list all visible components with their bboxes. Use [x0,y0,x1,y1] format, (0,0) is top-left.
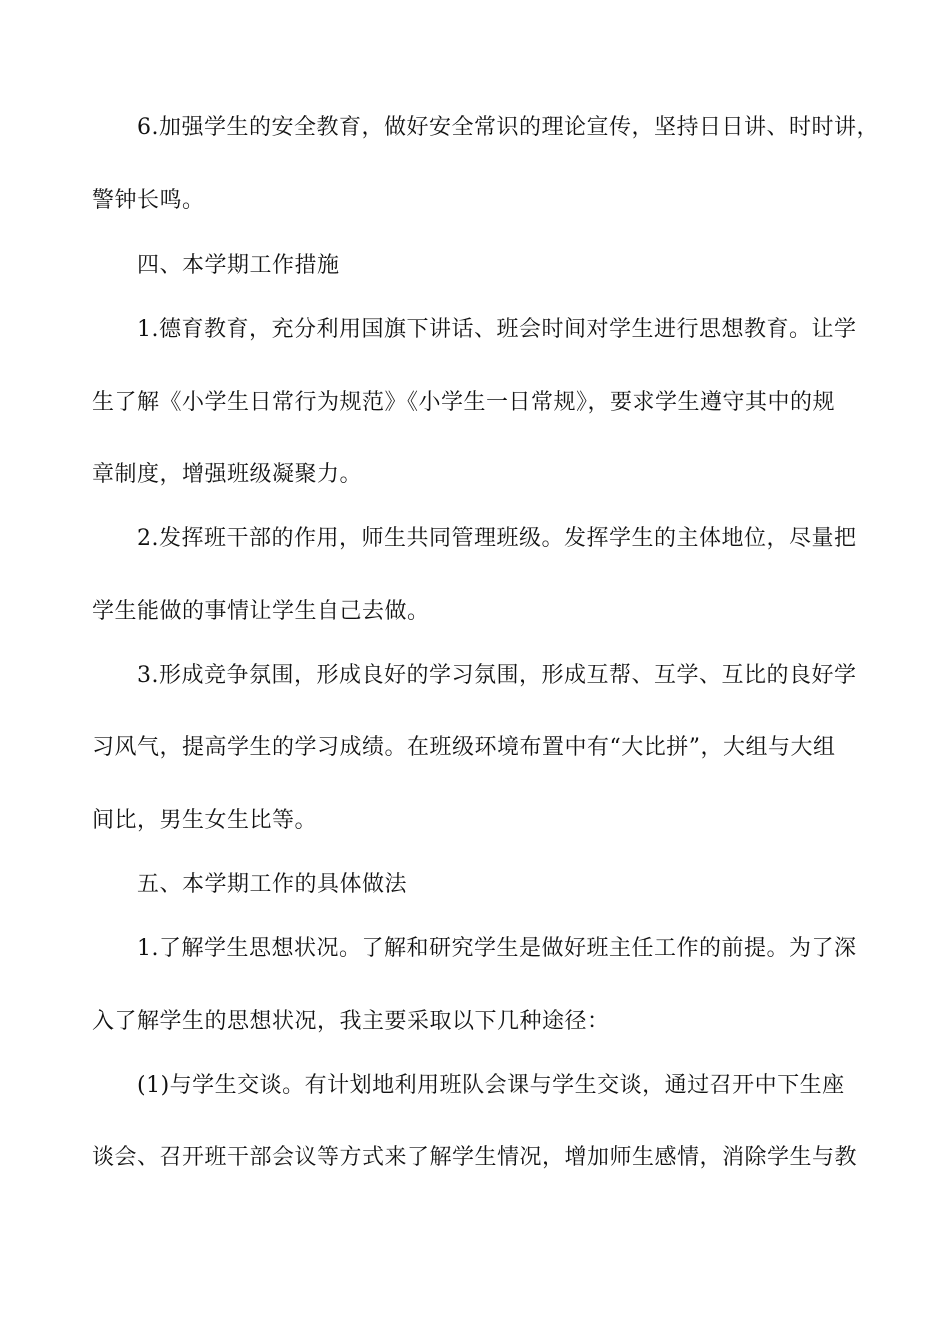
method-1-line-1: 1.了解学生思想状况。了解和研究学生是做好班主任工作的前提。为了深 [137,936,857,961]
paragraph-6-line-2: 警钟长鸣。 [92,188,205,213]
item-3-line-2: 习风气，提高学生的学习成绩。在班级环境布置中有“大比拼”，大组与大组 [92,735,836,760]
paragraph-6-line-1: 6.加强学生的安全教育，做好安全常识的理论宣传，坚持日日讲、时时讲， [137,115,879,140]
item-1-line-2: 生了解《小学生日常行为规范》《小学生一日常规》，要求学生遵守其中的规 [92,390,836,415]
item-2-line-1: 2.发挥班干部的作用，师生共同管理班级。发挥学生的主体地位，尽量把 [137,526,857,551]
item-3-line-3: 间比，男生女生比等。 [92,808,318,833]
item-2-line-2: 学生能做的事情让学生自己去做。 [92,599,430,624]
item-3-line-1: 3.形成竞争氛围，形成良好的学习氛围，形成互帮、互学、互比的良好学 [137,663,857,688]
sub-item-1-line-2: 谈会、召开班干部会议等方式来了解学生情况，增加师生感情，消除学生与教 [92,1145,858,1170]
item-1-line-1: 1.德育教育，充分利用国旗下讲话、班会时间对学生进行思想教育。让学 [137,317,857,342]
section-heading-5: 五、本学期工作的具体做法 [137,872,408,897]
method-1-line-2: 入了解学生的思想状况，我主要采取以下几种途径： [92,1009,610,1034]
section-heading-4: 四、本学期工作措施 [137,253,340,278]
item-1-line-3: 章制度，增强班级凝聚力。 [92,462,363,487]
sub-item-1-line-1: (1)与学生交谈。有计划地利用班队会课与学生交谈，通过召开中下生座 [137,1073,845,1098]
